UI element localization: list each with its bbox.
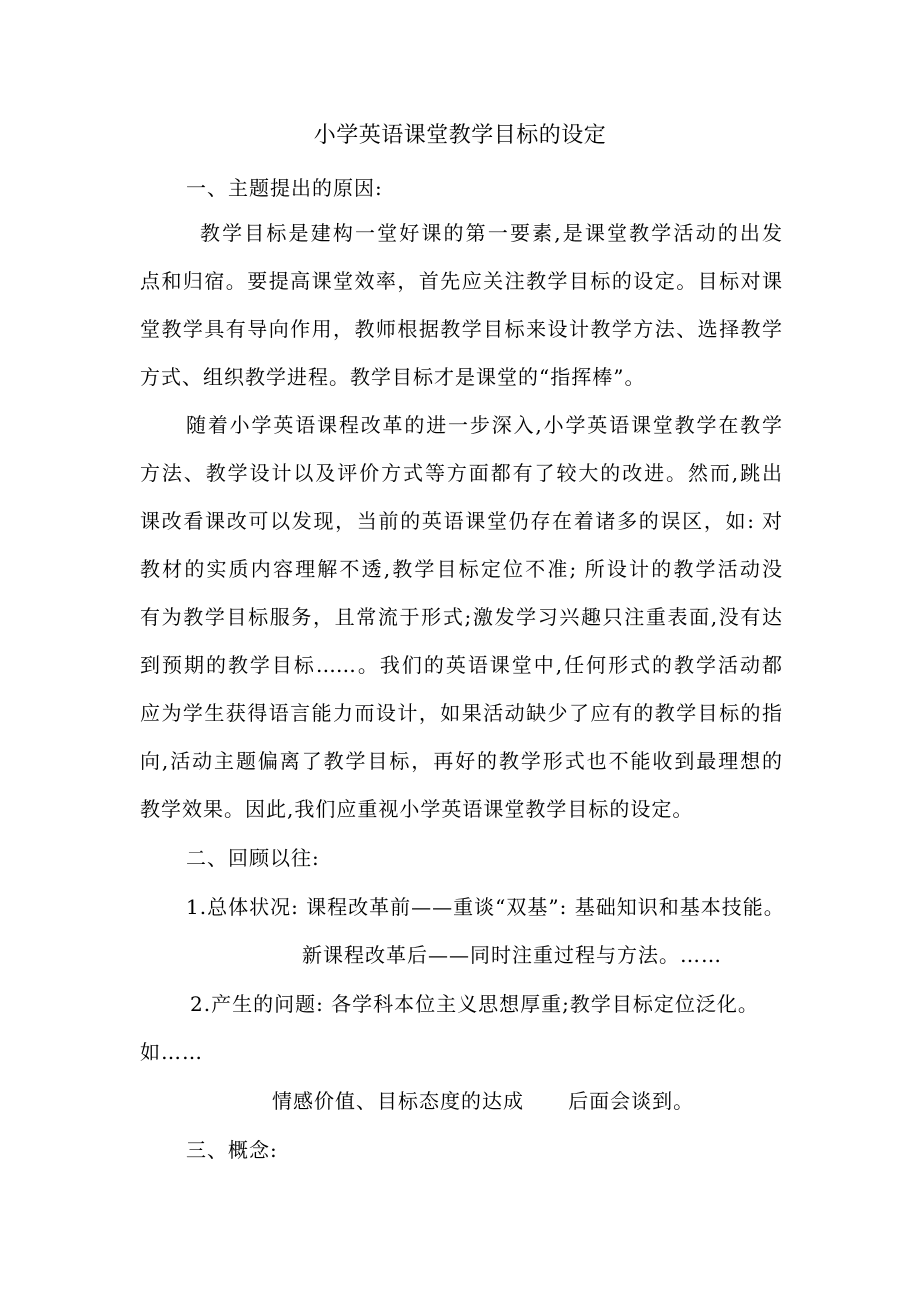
paragraph-line: 有为教学目标服务，且常流于形式;激发学习兴趣只注重表面,没有达 [140,605,782,629]
paragraph-line: 教学效果。因此,我们应重视小学英语课堂教学目标的设定。 [140,797,694,821]
paragraph-line: 到预期的教学目标……。我们的英语课堂中,任何形式的教学活动都 [140,653,782,677]
paragraph-line: 教学目标是建构一堂好课的第一要素,是课堂教学活动的出发 [200,221,782,245]
paragraph-line: 向,活动主题偏离了教学目标，再好的教学形式也不能收到最理想的 [140,749,782,773]
document-title: 小学英语课堂教学目标的设定 [313,123,607,148]
paragraph-line: 点和归宿。要提高课堂效率，首先应关注教学目标的设定。目标对课 [140,269,782,293]
paragraph-line: 教材的实质内容理解不透,教学目标定位不准; 所设计的教学活动没 [140,557,782,581]
paragraph-line: 堂教学具有导向作用，教师根据教学目标来设计教学方法、选择教学 [140,317,782,341]
paragraph-line: 情感价值、目标态度的达成 后面会谈到。 [272,1089,695,1113]
heading-1: 一、主题提出的原因: [186,176,383,200]
list-item-continuation: 新课程改革后——同时注重过程与方法。…… [302,943,722,967]
paragraph-line: 应为学生获得语言能力而设计，如果活动缺少了应有的教学目标的指 [140,701,782,725]
list-item-continuation: 如…… [140,1040,203,1064]
list-item: 2.产生的问题: 各学科本位主义思想厚重;教学目标定位泛化。 [190,992,759,1016]
heading-2: 二、回顾以往: [186,846,320,870]
heading-3: 三、概念: [186,1138,278,1162]
paragraph-line: 课改看课改可以发现，当前的英语课堂仍存在着诸多的误区，如: 对 [140,509,782,533]
paragraph-line: 随着小学英语课程改革的进一步深入,小学英语课堂教学在教学 [186,413,782,437]
paragraph-line: 方式、组织教学进程。教学目标才是课堂的“指挥棒”。 [140,365,646,389]
list-item: 1.总体状况: 课程改革前——重谈“双基”: 基础知识和基本技能。 [186,895,785,919]
paragraph-line: 方法、教学设计以及评价方式等方面都有了较大的改进。然而,跳出 [140,461,782,485]
